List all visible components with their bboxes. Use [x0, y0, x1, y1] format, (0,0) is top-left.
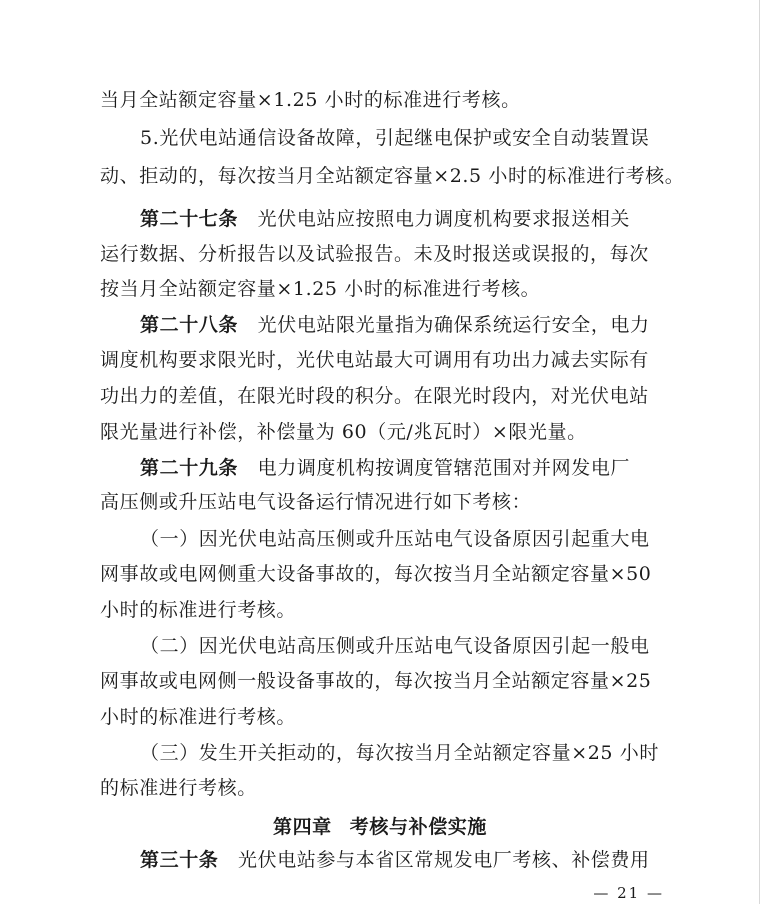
text-line: 5.光伏电站通信设备故障，引起继电保护或安全自动装置误: [140, 127, 650, 149]
text-line: 网事故或电网侧一般设备事故的，每次按当月全站额定容量×25: [100, 670, 652, 692]
text-line: 按当月全站额定容量×1.25 小时的标准进行考核。: [100, 278, 541, 300]
text-line: 的标准进行考核。: [100, 777, 257, 799]
text-line: 限光量进行补偿，补偿量为 60（元/兆瓦时）×限光量。: [100, 421, 587, 443]
article-number: 第二十九条: [140, 457, 239, 479]
text-line: 光伏电站应按照电力调度机构要求报送相关: [238, 208, 631, 230]
text-line: 光伏电站参与本省区常规发电厂考核、补偿费用: [218, 849, 650, 871]
text-line: （三）发生开关拒动的，每次按当月全站额定容量×25 小时: [140, 742, 659, 764]
text-line: 运行数据、分析报告以及试验报告。未及时报送或误报的，每次: [100, 243, 649, 265]
page-number: — 21 —: [593, 884, 664, 902]
text-line: （一）因光伏电站高压侧或升压站电气设备原因引起重大电: [140, 528, 650, 550]
article-paragraph-27: [140, 207, 630, 231]
text-line: 小时的标准进行考核。: [100, 706, 297, 728]
chapter-heading: [0, 812, 760, 839]
text-line: 光伏电站限光量指为确保系统运行安全，电力: [238, 314, 650, 336]
text-line: 调度机构要求限光时，光伏电站最大可调用有功出力减去实际有: [100, 349, 649, 371]
chapter-title: 考核与补偿实施: [349, 816, 487, 838]
text-line: 网事故或电网侧重大设备事故的，每次按当月全站额定容量×50: [100, 563, 652, 585]
text-line: 当月全站额定容量×1.25 小时的标准进行考核。: [100, 89, 521, 111]
text-line: 小时的标准进行考核。: [100, 599, 297, 621]
text-line: （二）因光伏电站高压侧或升压站电气设备原因引起一般电: [140, 635, 650, 657]
text-line: 功出力的差值，在限光时段的积分。在限光时段内，对光伏电站: [100, 385, 649, 407]
text-line: 动、拒动的，每次按当月全站额定容量×2.5 小时的标准进行考核。: [100, 165, 685, 187]
chapter-number: 第四章: [272, 816, 332, 838]
article-number: 第三十条: [140, 849, 219, 871]
article-paragraph-30: [140, 848, 650, 872]
article-paragraph-28: [140, 313, 650, 337]
text-line: 高压侧或升压站电气设备运行情况进行如下考核：: [100, 491, 532, 513]
article-paragraph-29: [140, 456, 630, 480]
article-number: 第二十七条: [140, 208, 239, 230]
article-number: 第二十八条: [140, 314, 239, 336]
text-line: 电力调度机构按调度管辖范围对并网发电厂: [238, 457, 631, 479]
